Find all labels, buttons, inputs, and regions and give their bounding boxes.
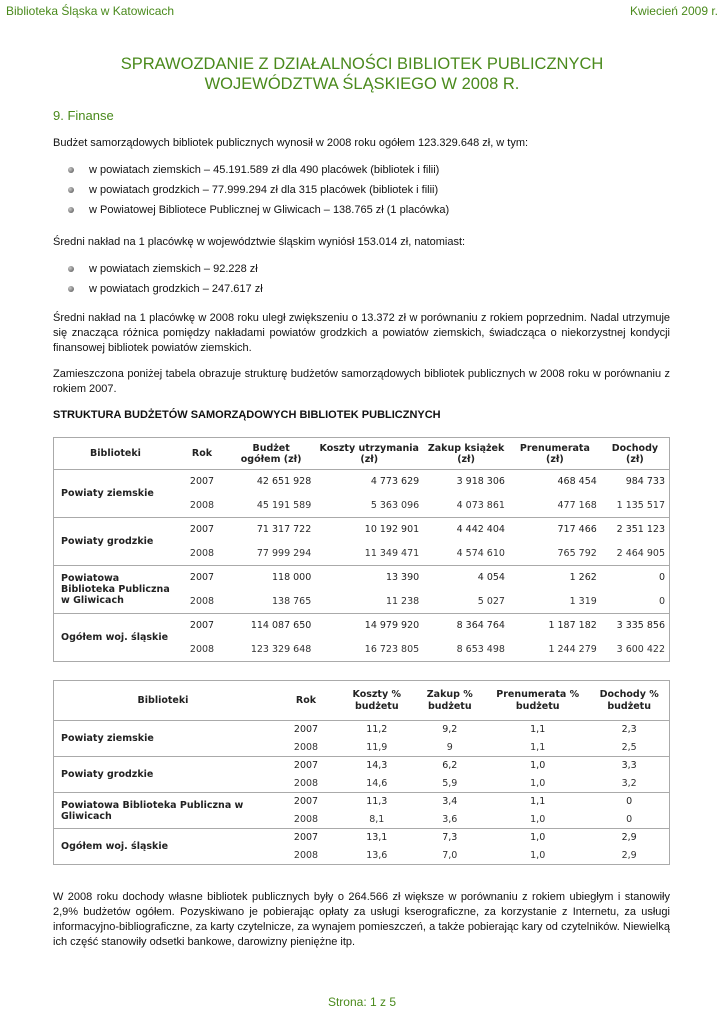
table-row: [54, 614, 670, 638]
table-row: [54, 757, 670, 775]
value-cell: 4 773 629: [370, 476, 420, 488]
value-cell: 0: [601, 590, 670, 614]
value-cell: 3,2: [589, 775, 669, 793]
value-cell: 14,3: [366, 760, 388, 772]
value-cell: 4 442 404: [456, 524, 505, 536]
document-title: [0, 54, 724, 94]
row-label: Powiatowa Biblioteka Publiczna w Gliwicach: [54, 793, 273, 829]
header-date: Kwiecień 2009 r.: [629, 4, 718, 18]
row-label: Ogółem woj. śląskie: [54, 829, 273, 865]
value-cell: 0: [626, 796, 633, 808]
paragraph-income: W 2008 roku dochody własne bibliotek publicznych były o 264.566 zł większe w porównaniu z rokiem ubiegłym i stanowiły 2,9% budżetów ogółem. Pozyskiwano je pobierając opłaty za usługi kserograficzne, za korzystanie z Internetu, za usługi informacyjno-bibliograficzne, za karty czytelnicze, za wynajem pomieszczeń, a także pobierając kary od czytelników. Niewielką ich część stanowiły odsetki bankowe, darowizny pieniężne itp.: [53, 891, 670, 948]
value-cell: 45 191 589: [227, 494, 315, 518]
list-item: w powiatach grodzkich – 77.999.294 zł dla 315 placówek (bibliotek i filii): [53, 183, 449, 203]
value-cell: 5,9: [414, 775, 487, 793]
year-cell: 2008: [272, 739, 340, 757]
value-cell: 9: [414, 739, 487, 757]
year-cell: 2008: [177, 542, 227, 566]
value-cell: 717 466: [557, 524, 597, 536]
year-cell: 2007: [189, 524, 215, 536]
year-cell: 2007: [189, 620, 215, 632]
col-header-year: Rok: [177, 438, 227, 470]
year-cell: 2007: [189, 572, 215, 584]
page-number: Strona: 1 z 5: [327, 995, 397, 1009]
value-cell: 1,1: [486, 739, 589, 757]
year-cell: 2008: [177, 590, 227, 614]
col-header-year: Rok: [272, 681, 340, 721]
paragraph-average-change: Średni nakład na 1 placówkę w 2008 roku uległ zwiększeniu o 13.372 zł w porównaniu z rokiem poprzednim. Nadal utrzymuje się znacząca różnica pomiędzy nakładami powiatów grodzkich a powiatów ziemskich, świadcząca o niekorzystnej kondycji finansowej bibliotek powiatów ziemskich.: [53, 312, 670, 354]
table-row: [54, 829, 670, 847]
paragraph-average: Średni nakład na 1 placówkę w województwie śląskim wyniósł 153.014 zł, natomiast:: [53, 236, 466, 248]
row-label: Powiaty grodzkie: [54, 518, 178, 566]
value-cell: 14,6: [340, 775, 414, 793]
bullet-list-average: [53, 262, 263, 302]
value-cell: 4 054: [477, 572, 505, 584]
col-header-income-pct: Dochody % budżetu: [589, 681, 669, 721]
table-row: [54, 566, 670, 590]
value-cell: 7,3: [442, 832, 458, 844]
table-row: [54, 470, 670, 494]
value-cell: 3 600 422: [601, 638, 670, 662]
value-cell: 8 653 498: [423, 638, 509, 662]
value-cell: 114 087 650: [250, 620, 312, 632]
value-cell: 5 027: [423, 590, 509, 614]
value-cell: 1 319: [509, 590, 601, 614]
bullet-icon: [68, 207, 74, 213]
value-cell: 10 192 901: [364, 524, 420, 536]
year-cell: 2007: [189, 476, 215, 488]
value-cell: 1,0: [486, 847, 589, 865]
value-cell: 477 168: [509, 494, 601, 518]
value-cell: 6,2: [442, 760, 458, 772]
value-cell: 4 073 861: [423, 494, 509, 518]
title-line-1: SPRAWOZDANIE Z DZIAŁALNOŚCI BIBLIOTEK PUBLICZNYCH: [120, 55, 604, 73]
row-label: Powiaty ziemskie: [54, 470, 178, 518]
value-cell: 2 351 123: [616, 524, 665, 536]
table-heading: STRUKTURA BUDŻETÓW SAMORZĄDOWYCH BIBLIOTEK PUBLICZNYCH: [53, 409, 441, 421]
value-cell: 3,6: [414, 811, 487, 829]
col-header-libraries: Biblioteki: [54, 438, 178, 470]
value-cell: 4 574 610: [423, 542, 509, 566]
col-header-maintenance: Koszty utrzymania (zł): [315, 438, 423, 470]
year-cell: 2007: [293, 796, 319, 808]
col-header-costs-pct: Koszty % budżetu: [340, 681, 414, 721]
value-cell: 1,0: [486, 775, 589, 793]
bullet-icon: [68, 286, 74, 292]
value-cell: 42 651 928: [256, 476, 312, 488]
value-cell: 11,9: [340, 739, 414, 757]
year-cell: 2008: [272, 847, 340, 865]
value-cell: 7,0: [414, 847, 487, 865]
value-cell: 11 349 471: [315, 542, 423, 566]
value-cell: 138 765: [227, 590, 315, 614]
value-cell: 13 390: [385, 572, 420, 584]
value-cell: 16 723 805: [315, 638, 423, 662]
year-cell: 2008: [272, 775, 340, 793]
value-cell: 765 792: [509, 542, 601, 566]
col-header-libraries: Biblioteki: [54, 681, 273, 721]
value-cell: 9,2: [442, 724, 458, 736]
section-heading: 9. Finanse: [53, 108, 114, 123]
list-item: w powiatach grodzkich – 247.617 zł: [53, 282, 263, 302]
bullet-icon: [68, 167, 74, 173]
budget-percent-table: [53, 680, 670, 865]
col-header-books-pct: Zakup % budżetu: [414, 681, 487, 721]
value-cell: 71 317 722: [256, 524, 312, 536]
value-cell: 2,5: [589, 739, 669, 757]
year-cell: 2007: [293, 724, 319, 736]
col-header-books: Zakup książek (zł): [423, 438, 509, 470]
value-cell: 1,0: [486, 811, 589, 829]
row-label: Powiaty ziemskie: [54, 721, 273, 757]
value-cell: 5 363 096: [315, 494, 423, 518]
value-cell: 2,9: [589, 847, 669, 865]
year-cell: 2008: [177, 494, 227, 518]
value-cell: 0: [589, 811, 669, 829]
value-cell: 3,3: [621, 760, 637, 772]
bullet-icon: [68, 187, 74, 193]
col-header-subscriptions: Prenumerata (zł): [509, 438, 601, 470]
value-cell: 2,3: [621, 724, 637, 736]
header-institution: Biblioteka Śląska w Katowicach: [6, 4, 175, 18]
value-cell: 1 187 182: [548, 620, 597, 632]
value-cell: 2,9: [621, 832, 637, 844]
value-cell: 1,0: [530, 832, 546, 844]
year-cell: 2008: [177, 638, 227, 662]
year-cell: 2007: [293, 832, 319, 844]
bullet-list-budget: [53, 163, 449, 223]
value-cell: 1,0: [530, 760, 546, 772]
value-cell: 3 918 306: [456, 476, 505, 488]
value-cell: 984 733: [625, 476, 665, 488]
value-cell: 1,1: [530, 724, 546, 736]
value-cell: 3,4: [442, 796, 458, 808]
value-cell: 123 329 648: [227, 638, 315, 662]
value-cell: 468 454: [557, 476, 597, 488]
value-cell: 11 238: [315, 590, 423, 614]
col-header-total-budget: Budżet ogółem (zł): [227, 438, 315, 470]
value-cell: 8,1: [340, 811, 414, 829]
paragraph-budget-total: Budżet samorządowych bibliotek publicznych wynosił w 2008 roku ogółem 123.329.648 zł, w tym:: [53, 137, 529, 149]
value-cell: 8 364 764: [456, 620, 505, 632]
table-row: [54, 793, 670, 811]
value-cell: 11,2: [366, 724, 388, 736]
value-cell: 11,3: [366, 796, 388, 808]
budget-structure-table: [53, 437, 670, 662]
list-item: w powiatach ziemskich – 45.191.589 zł dla 490 placówek (bibliotek i filii): [53, 163, 449, 183]
value-cell: 118 000: [271, 572, 312, 584]
paragraph-table-intro: Zamieszczona poniżej tabela obrazuje strukturę budżetów samorządowych bibliotek publicznych w 2008 roku w porównaniu z rokiem 2007.: [53, 368, 670, 395]
row-label: Powiaty grodzkie: [54, 757, 273, 793]
list-item: w Powiatowej Bibliotece Publicznej w Gliwicach – 138.765 zł (1 placówka): [53, 203, 449, 223]
value-cell: 1 135 517: [601, 494, 670, 518]
row-label: Ogółem woj. śląskie: [54, 614, 178, 662]
value-cell: 1 244 279: [509, 638, 601, 662]
col-header-income: Dochody (zł): [601, 438, 670, 470]
year-cell: 2007: [293, 760, 319, 772]
value-cell: 1,1: [530, 796, 546, 808]
bullet-icon: [68, 266, 74, 272]
value-cell: 0: [658, 572, 665, 584]
list-item: w powiatach ziemskich – 92.228 zł: [53, 262, 263, 282]
row-label: Powiatowa Biblioteka Publiczna w Gliwicach: [54, 566, 178, 614]
value-cell: 14 979 920: [364, 620, 420, 632]
value-cell: 3 335 856: [616, 620, 665, 632]
col-header-subscriptions-pct: Prenumerata % budżetu: [486, 681, 589, 721]
value-cell: 13,6: [340, 847, 414, 865]
value-cell: 2 464 905: [601, 542, 670, 566]
value-cell: 13,1: [366, 832, 388, 844]
table-row: [54, 518, 670, 542]
title-line-2: WOJEWÓDZTWA ŚLĄSKIEGO W 2008 R.: [204, 75, 520, 93]
year-cell: 2008: [272, 811, 340, 829]
value-cell: 1 262: [569, 572, 597, 584]
value-cell: 77 999 294: [227, 542, 315, 566]
table-row: [54, 721, 670, 739]
